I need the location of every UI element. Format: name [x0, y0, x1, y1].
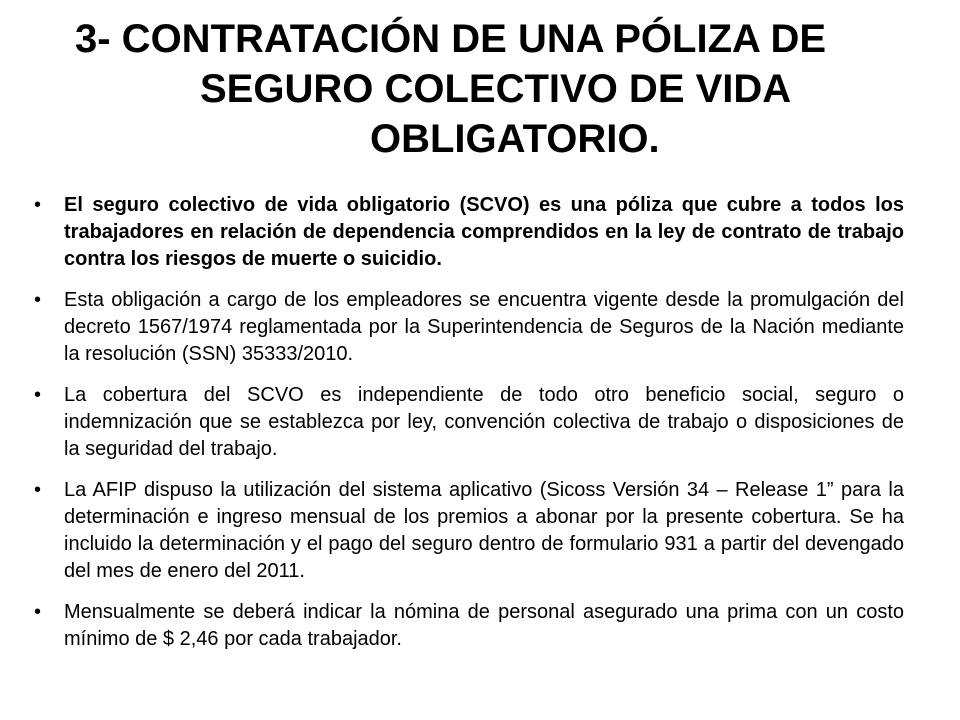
- bullet-icon: •: [34, 289, 42, 311]
- title-line-3: OBLIGATORIO.: [370, 117, 660, 161]
- bullet-icon: •: [34, 384, 42, 406]
- bullet-item-afip: [34, 477, 904, 585]
- bullet-item-obligation: [34, 287, 904, 368]
- bullet-text: Mensualmente se deberá indicar la nómina de personal asegurado una prima con un costo mínimo de $ 2,46 por cada trabajador.: [64, 601, 904, 650]
- slide-title: [48, 14, 912, 164]
- bullet-item-monthly-premium: [34, 599, 904, 653]
- title-line-1: 3- CONTRATACIÓN DE UNA PÓLIZA DE: [75, 17, 827, 61]
- bullet-text: El seguro colectivo de vida obligatorio (SCVO) es una póliza que cubre a todos los trabajadores en relación de dependencia comprendidos en la ley de contrato de trabajo contra los riesgos de muerte o suicidio.: [64, 194, 904, 270]
- bullet-icon: •: [34, 194, 42, 216]
- title-line-2: SEGURO COLECTIVO DE VIDA: [200, 67, 792, 111]
- bullet-text: La cobertura del SCVO es independiente de todo otro beneficio social, seguro o indemnización que se establezca por ley, convención colectiva de trabajo o disposiciones de la seguridad del trabajo.: [64, 384, 904, 460]
- bullet-item-coverage: [34, 382, 904, 463]
- bullet-icon: •: [34, 479, 42, 501]
- bullet-list: [34, 192, 904, 667]
- bullet-text: La AFIP dispuso la utilización del sistema aplicativo (Sicoss Versión 34 – Release 1” para la determinación e ingreso mensual de los premios a abonar por la presente cobertura. Se ha incluido la determinación y el pago del seguro dentro de formulario 931 a partir del devengado del mes de enero del 2011.: [64, 479, 904, 582]
- bullet-item-scvo-definition: [34, 192, 904, 273]
- bullet-icon: •: [34, 601, 42, 623]
- bullet-text: Esta obligación a cargo de los empleadores se encuentra vigente desde la promulgación del decreto 1567/1974 reglamentada por la Superintendencia de Seguros de la Nación mediante la resolución (SSN) 35333/2010.: [64, 289, 904, 365]
